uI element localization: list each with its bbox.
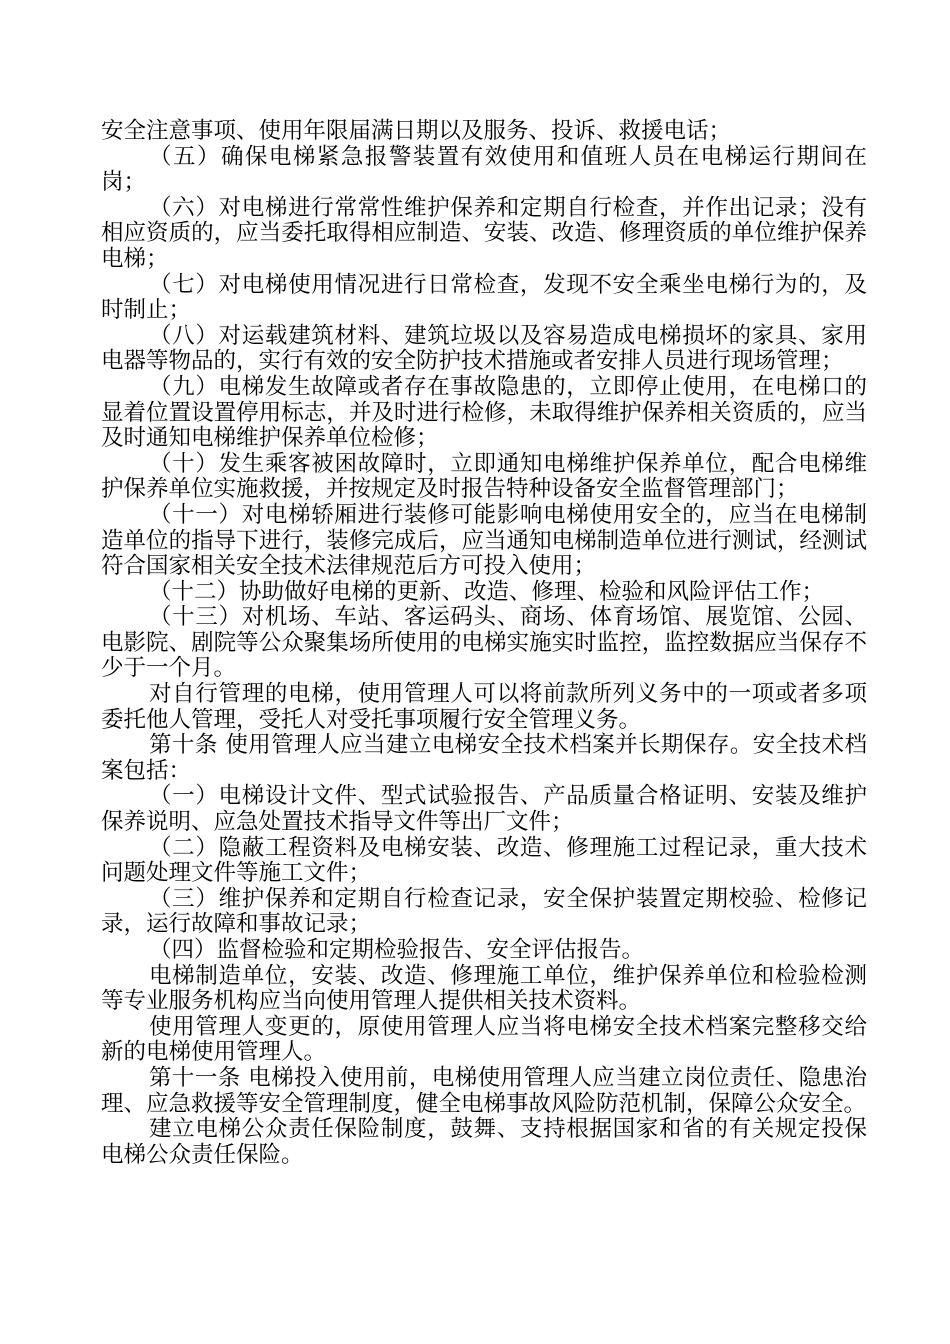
paragraph: 使用管理人变更的，原使用管理人应当将电梯安全技术档案完整移交给新的电梯使用管理人。 [101,1013,867,1066]
paragraph: （五）确保电梯紧急报警装置有效使用和值班人员在电梯运行期间在岗； [101,143,867,196]
paragraph: 对自行管理的电梯，使用管理人可以将前款所列义务中的一项或者多项委托他人管理，受托人对受托事项履行安全管理义务。 [101,681,867,733]
paragraph: （六）对电梯进行常常性维护保养和定期自行检查，并作出记录；没有相应资质的，应当委托取得相应制造、安装、改造、修理资质的单位维护保养电梯； [101,194,867,272]
document-body [101,119,867,1168]
paragraph: 电梯制造单位，安装、改造、修理施工单位，维护保养单位和检验检测等专业服务机构应当向使用管理人提供相关技术资料。 [101,962,867,1015]
paragraph: （七）对电梯使用情况进行日常检查，发现不安全乘坐电梯行为的，及时制止； [101,271,867,324]
paragraph: （十一）对电梯轿厢进行装修可能影响电梯使用安全的，应当在电梯制造单位的指导下进行，装修完成后，应当通知电梯制造单位进行测试，经测试符合国家相关安全技术法律规范后方可投入使用； [101,501,867,580]
article-10: 第十条 使用管理人应当建立电梯安全技术档案并长期保存。安全技术档案包括： [101,732,867,784]
paragraph: 建立电梯公众责任保险制度，鼓舞、支持根据国家和省的有关规定投保电梯公众责任保险。 [101,1116,867,1168]
paragraph: （十二）协助做好电梯的更新、改造、修理、检验和风险评估工作； [149,578,825,605]
paragraph: （八）对运载建筑材料、建筑垃圾以及容易造成电梯损坏的家具、家用电器等物品的，实行有效的安全防护技术措施或者安排人员进行现场管理； [101,322,867,375]
paragraph: （九）电梯发生故障或者存在事故隐患的，立即停止使用，在电梯口的显着位置设置停用标志，并及时进行检修，未取得维护保养相关资质的，应当及时通知电梯维护保养单位检修； [101,373,867,452]
paragraph: （四）监督检验和定期检验报告、安全评估报告。 [149,937,645,963]
article-11: 第十一条 电梯投入使用前，电梯使用管理人应当建立岗位责任、隐患治理、应急救援等安全管理制度，健全电梯事故风险防范机制，保障公众安全。 [101,1064,867,1117]
paragraph: （二）隐蔽工程资料及电梯安装、改造、修理施工过程记录，重大技术问题处理文件等施工文件； [101,834,867,887]
paragraph: （十三）对机场、车站、客运码头、商场、体育场馆、展览馆、公园、电影院、剧院等公众聚集场所使用的电梯实施实时监控，监控数据应当保存不少于一个月。 [101,604,867,682]
paragraph: （一）电梯设计文件、型式试验报告、产品质量合格证明、安装及维护保养说明、应急处置技术指导文件等出厂文件； [101,783,867,836]
paragraph: 安全注意事项、使用年限届满日期以及服务、投诉、救援电话； [101,118,732,144]
paragraph: （三）维护保养和定期自行检查记录，安全保护装置定期校验、检修记录，运行故障和事故记录； [101,885,867,938]
paragraph: （十）发生乘客被困故障时，立即通知电梯维护保养单位，配合电梯维护保养单位实施救援，并按规定及时报告特种设备安全监督管理部门； [101,450,867,503]
